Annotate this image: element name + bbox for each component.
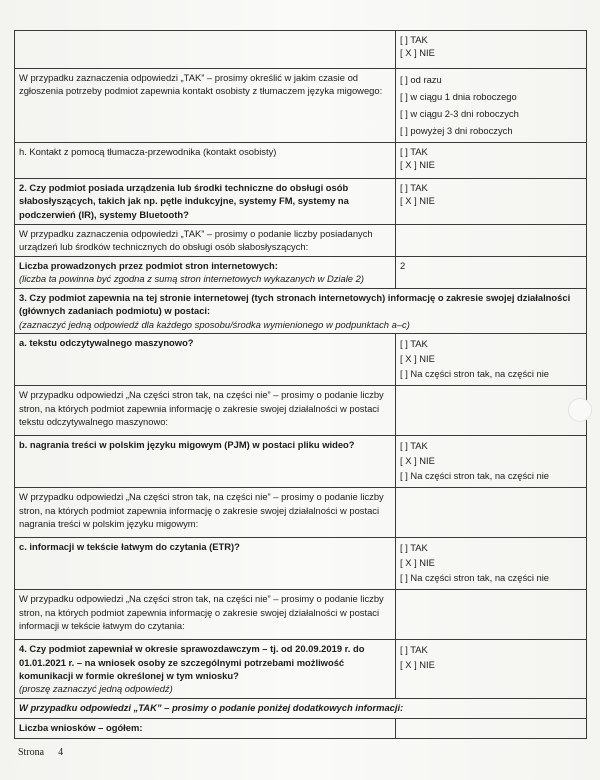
question-cell: h. Kontakt z pomocą tłumacza-przewodnika (kontakt osobisty): [15, 143, 396, 179]
question-text: 4. Czy podmiot zapewniał w okresie sprawozdawczym – tj. od 20.09.2019 r. do 01.01.2021 r. – na wniosek osoby ze szczególnymi potrzebami możliwość komunikacji w formie określonej w tym wniosku?: [19, 643, 365, 682]
table-row: [15, 143, 587, 179]
table-row: [15, 179, 587, 225]
question-cell: b. nagrania treści w polskim języku migowym (PJM) w postaci pliku wideo?: [15, 436, 396, 488]
question-cell: W przypadku zaznaczenia odpowiedzi „TAK” – prosimy określić w jakim czasie od zgłoszenia potrzeby podmiot zapewnia kontakt osobisty z tłumaczem języka migowego:: [15, 69, 396, 143]
answer-cell: [396, 69, 587, 143]
answer-cell: [396, 436, 587, 488]
table-row: [15, 257, 587, 289]
table-row: [15, 289, 587, 334]
page-footer: [18, 747, 63, 758]
question-cell: [15, 31, 396, 69]
table-row: [15, 386, 587, 436]
table-row: [15, 69, 587, 143]
option-tak[interactable]: [ ] TAK: [400, 542, 428, 554]
question-note: (proszę zaznaczyć jedną odpowiedź): [19, 683, 173, 695]
question-text: 3. Czy podmiot zapewnia na tej stronie internetowej (tych stronach internetowych) informację o zakresie swojej działalności (głównych zadaniach podmiotu) w postaci:: [19, 292, 571, 317]
table-row: [15, 225, 587, 257]
table-row: [15, 718, 587, 738]
answer-input-cell[interactable]: [396, 718, 587, 738]
table-row: [15, 698, 587, 718]
option-powyzej-3-dni[interactable]: [ ] powyżej 3 dni roboczych: [400, 125, 513, 136]
table-row: [15, 590, 587, 640]
answer-input-cell[interactable]: [396, 488, 587, 538]
option-1-dzien[interactable]: [ ] w ciągu 1 dnia roboczego: [400, 91, 517, 102]
question-cell: W przypadku odpowiedzi „Na części stron tak, na części nie” – prosimy o podanie liczby stron, na których podmiot zapewnia informację o zakresie swojej działalności w postaci nagrania treści w polskim języku migowym:: [15, 488, 396, 538]
question-cell: [15, 257, 396, 289]
question-cell: W przypadku odpowiedzi „Na części stron tak, na części nie” – prosimy o podanie liczby stron, na których podmiot zapewnia informację o zakresie swojej działalności w postaci informacji w tekście łatwym do czytania:: [15, 590, 396, 640]
answer-cell: [396, 179, 587, 225]
option-tak[interactable]: [ ] TAK: [400, 182, 428, 193]
option-nie[interactable]: [ X ] NIE: [400, 47, 435, 59]
table-row: [15, 334, 587, 386]
answer-cell: [396, 143, 587, 179]
question-note: (liczba ta powinna być zgodna z sumą stron internetowych wykazanych w Dziale 2): [19, 273, 364, 285]
question-cell: [15, 640, 396, 699]
question-cell: Liczba wniosków – ogółem:: [15, 718, 396, 738]
question-text: Liczba prowadzonych przez podmiot stron internetowych:: [19, 260, 278, 271]
option-czesciowo[interactable]: [ ] Na części stron tak, na części nie: [400, 470, 550, 482]
option-nie[interactable]: [ X ] NIE: [400, 659, 435, 671]
table-row: [15, 640, 587, 699]
option-tak[interactable]: [ ] TAK: [400, 644, 428, 656]
footer-label: Strona: [18, 747, 45, 758]
answer-input-cell[interactable]: [396, 590, 587, 640]
accessibility-form-table: [14, 30, 587, 739]
answer-cell: [396, 31, 587, 69]
table-row: [15, 436, 587, 488]
section-header-cell: [15, 289, 587, 334]
page-number: 4: [58, 747, 64, 758]
option-tak[interactable]: [ ] TAK: [400, 440, 428, 452]
question-cell: c. informacji w tekście łatwym do czytania (ETR)?: [15, 538, 396, 590]
table-row: [15, 488, 587, 538]
option-nie[interactable]: [ X ] NIE: [400, 353, 435, 365]
option-nie[interactable]: [ X ] NIE: [400, 195, 435, 207]
option-tak[interactable]: [ ] TAK: [400, 146, 428, 157]
section-note-cell: W przypadku odpowiedzi „TAK” – prosimy o podanie poniżej dodatkowych informacji:: [15, 698, 587, 718]
answer-cell: [396, 334, 587, 386]
option-tak[interactable]: [ ] TAK: [400, 34, 428, 45]
option-nie[interactable]: [ X ] NIE: [400, 159, 435, 171]
question-cell: W przypadku zaznaczenia odpowiedzi „TAK” – prosimy o podanie liczby posiadanych urządzeń lub środków technicznych do obsługi osób słabosłyszących:: [15, 225, 396, 257]
question-note: (zaznaczyć jedną odpowiedź dla każdego sposobu/środka wymienionego w podpunktach a–c): [19, 318, 410, 330]
table-row: [15, 31, 587, 69]
question-cell: W przypadku odpowiedzi „Na części stron tak, na części nie” – prosimy o podanie liczby stron, na których podmiot zapewnia informację o zakresie swojej działalności w postaci tekstu odczytywalnego maszynowo:: [15, 386, 396, 436]
punch-hole: [568, 398, 592, 422]
option-czesciowo[interactable]: [ ] Na części stron tak, na części nie: [400, 368, 550, 380]
answer-cell: [396, 640, 587, 699]
answer-input-cell[interactable]: [396, 386, 587, 436]
option-nie[interactable]: [ X ] NIE: [400, 557, 435, 569]
option-tak[interactable]: [ ] TAK: [400, 338, 428, 350]
option-czesciowo[interactable]: [ ] Na części stron tak, na części nie: [400, 572, 550, 584]
question-cell: a. tekstu odczytywalnego maszynowo?: [15, 334, 396, 386]
answer-value-cell[interactable]: 2: [396, 257, 587, 289]
question-cell: 2. Czy podmiot posiada urządzenia lub środki techniczne do obsługi osób słabosłyszących, takich jak np. pętle indukcyjne, systemy FM, systemy na podczerwień (IR), systemy Bluetooth?: [15, 179, 396, 225]
option-2-3-dni[interactable]: [ ] w ciągu 2-3 dni roboczych: [400, 108, 519, 119]
table-row: [15, 538, 587, 590]
answer-cell: [396, 538, 587, 590]
option-nie[interactable]: [ X ] NIE: [400, 455, 435, 467]
option-od-razu[interactable]: [ ] od razu: [400, 74, 442, 85]
answer-input-cell[interactable]: [396, 225, 587, 257]
